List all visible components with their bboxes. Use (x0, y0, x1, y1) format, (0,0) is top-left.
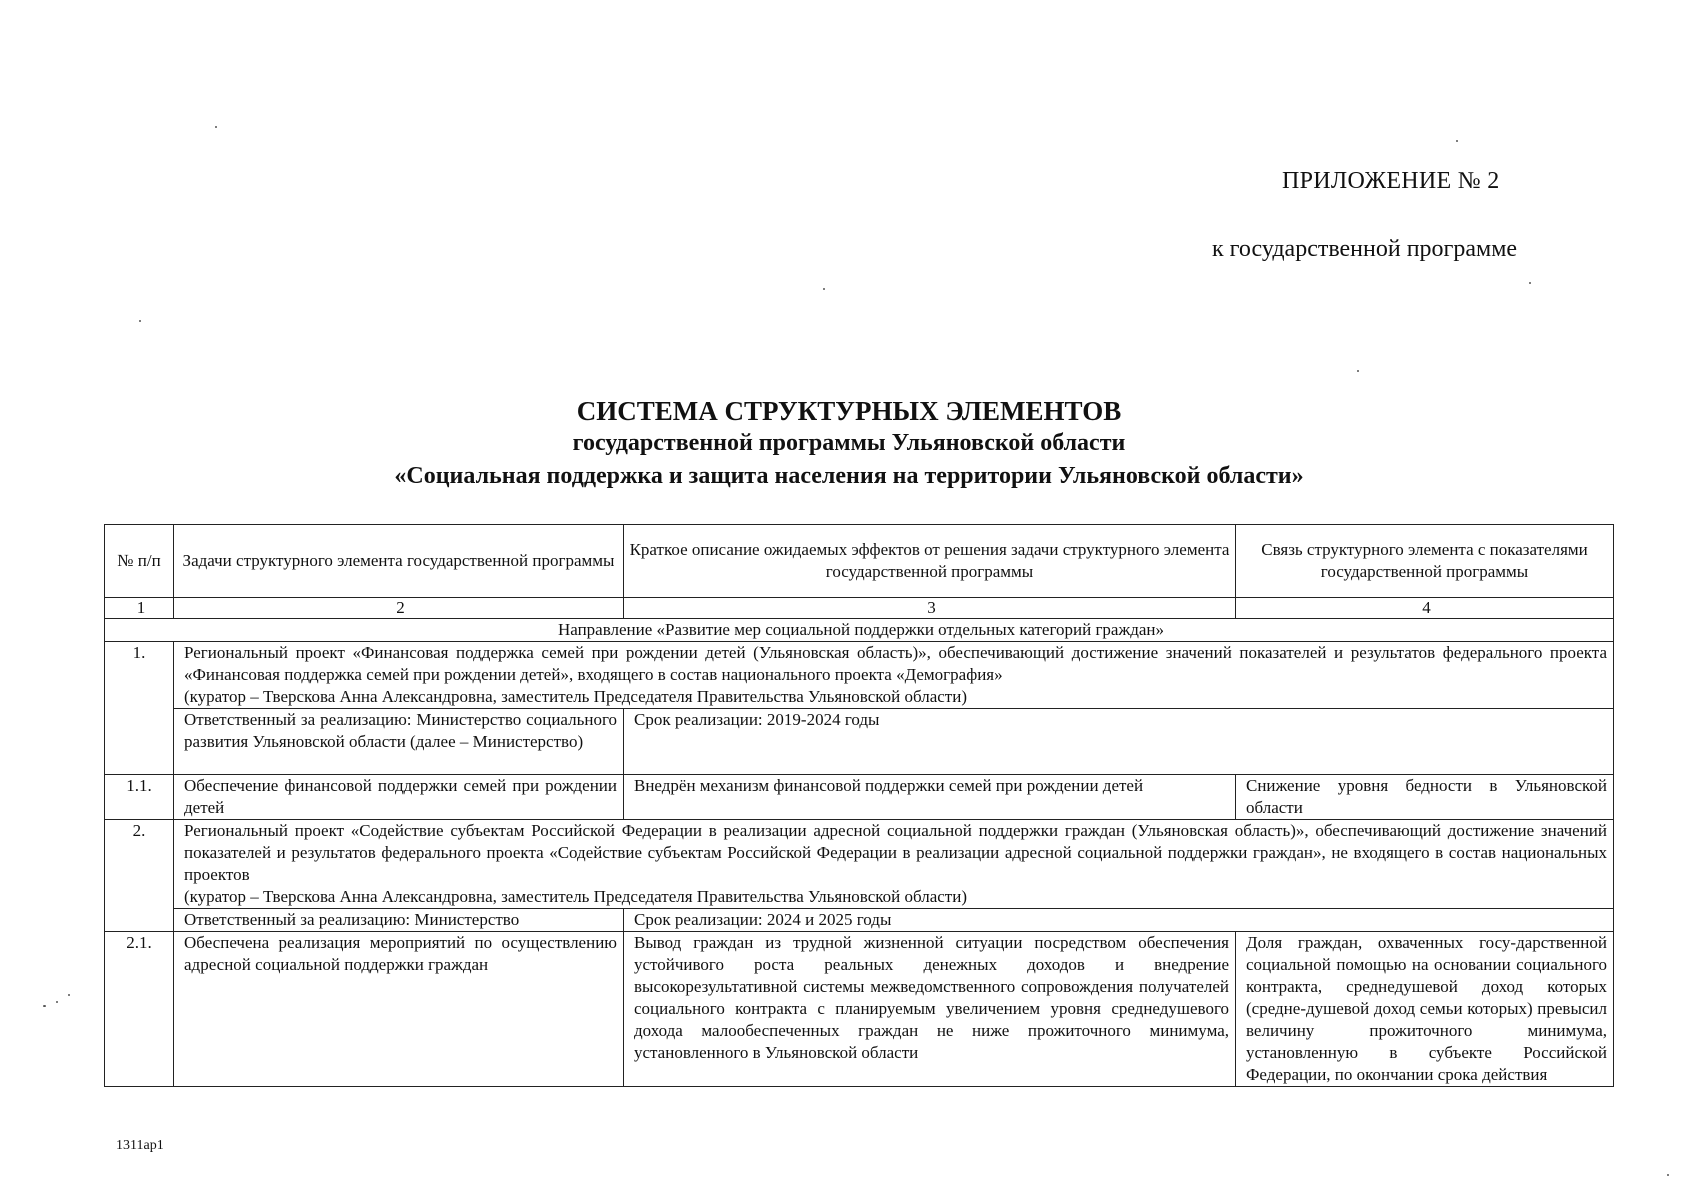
column-number: 2 (174, 598, 624, 619)
project-details-row (105, 909, 1614, 932)
page-code: 1311ap1 (116, 1138, 164, 1153)
project-curator: (куратор – Тверскова Анна Александровна, заместитель Председателя Правительства Ульяновской области) (184, 687, 967, 706)
header-effects: Краткое описание ожидаемых эффектов от решения задачи структурного элемента государственной программы (624, 525, 1236, 598)
scan-speck (1357, 370, 1359, 372)
document-title: СИСТЕМА СТРУКТУРНЫХ ЭЛЕМЕНТОВ (576, 396, 1122, 426)
appendix-number: ПРИЛОЖЕНИЕ № 2 (1282, 168, 1500, 194)
scan-speck (68, 994, 70, 996)
indicator-cell: Снижение уровня бедности в Ульяновской области (1236, 775, 1614, 820)
row-number: 2.1. (105, 932, 174, 1087)
program-name: «Социальная поддержка и защита населения на территории Ульяновской области» (394, 463, 1304, 489)
task-cell: Обеспечение финансовой поддержки семей при рождении детей (174, 775, 624, 820)
scan-speck (1529, 282, 1531, 284)
project-description: Региональный проект «Финансовая поддержка семей при рождении детей (Ульяновская область)», обеспечивающий достижение значений показателей и результатов федерального проекта «Финансовая поддержка семей при рождении детей», входящего в состав национального проекта «Демография» (184, 643, 1607, 684)
project-cell (174, 820, 1614, 909)
task-cell: Обеспечена реализация мероприятий по осуществлению адресной социальной поддержки граждан (174, 932, 624, 1087)
project-row (105, 642, 1614, 709)
column-number: 3 (624, 598, 1236, 619)
row-number: 1. (105, 642, 174, 775)
responsible-cell: Ответственный за реализацию: Министерство (174, 909, 624, 932)
scan-speck (215, 126, 217, 128)
responsible-cell: Ответственный за реализацию: Министерство социального развития Ульяновской области (далее – Министерство) (174, 709, 624, 775)
scan-speck (1667, 1174, 1669, 1176)
term-cell: Срок реализации: 2024 и 2025 годы (624, 909, 1614, 932)
appendix-reference: к государственной программе (1212, 236, 1518, 262)
effect-cell: Вывод граждан из трудной жизненной ситуации посредством обеспечения устойчивого роста реальных денежных доходов и внедрение высокорезультативной системы межведомственного сопровождения получателей социального контракта с планируемым увеличением уровня среднедушевого дохода малообеспеченных граждан не ниже прожиточного минимума, установленного в Ульяновской области (624, 932, 1236, 1087)
structure-table (104, 524, 1614, 1087)
column-number: 4 (1236, 598, 1614, 619)
project-row (105, 820, 1614, 909)
task-row (105, 932, 1614, 1087)
column-number-row (105, 598, 1614, 619)
scan-speck (1456, 140, 1458, 142)
scan-speck (43, 1005, 46, 1007)
project-description: Региональный проект «Содействие субъектам Российской Федерации в реализации адресной социальной поддержки граждан (Ульяновская область)», обеспечивающий достижение значений показателей и результатов федерального проекта «Содействие субъектам Российской Федерации в реализации адресной социальной поддержки граждан», не входящего в состав национальных проектов (184, 821, 1607, 884)
project-curator: (куратор – Тверскова Анна Александровна, заместитель Председателя Правительства Ульяновской области) (184, 887, 967, 906)
document-subtitle: государственной программы Ульяновской области (572, 430, 1126, 456)
column-number: 1 (105, 598, 174, 619)
direction-row (105, 619, 1614, 642)
direction-heading: Направление «Развитие мер социальной поддержки отдельных категорий граждан» (105, 619, 1614, 642)
scan-speck (56, 1001, 58, 1003)
table-header-row (105, 525, 1614, 598)
scan-speck (139, 320, 141, 322)
row-number: 1.1. (105, 775, 174, 820)
header-indicators: Связь структурного элемента с показателями государственной программы (1236, 525, 1614, 598)
task-row (105, 775, 1614, 820)
row-number: 2. (105, 820, 174, 932)
project-cell (174, 642, 1614, 709)
header-tasks: Задачи структурного элемента государственной программы (174, 525, 624, 598)
effect-cell: Внедрён механизм финансовой поддержки семей при рождении детей (624, 775, 1236, 820)
project-details-row (105, 709, 1614, 775)
header-number: № п/п (105, 525, 174, 598)
scan-speck (823, 288, 825, 290)
indicator-cell: Доля граждан, охваченных госу-дарственной социальной помощью на основании социального контракта, среднедушевой доход которых (средне-душевой доход семьи которых) превысил величину прожиточного минимума, установленную в субъекте Российской Федерации, по окончании срока действия (1236, 932, 1614, 1087)
term-cell: Срок реализации: 2019-2024 годы (624, 709, 1614, 775)
